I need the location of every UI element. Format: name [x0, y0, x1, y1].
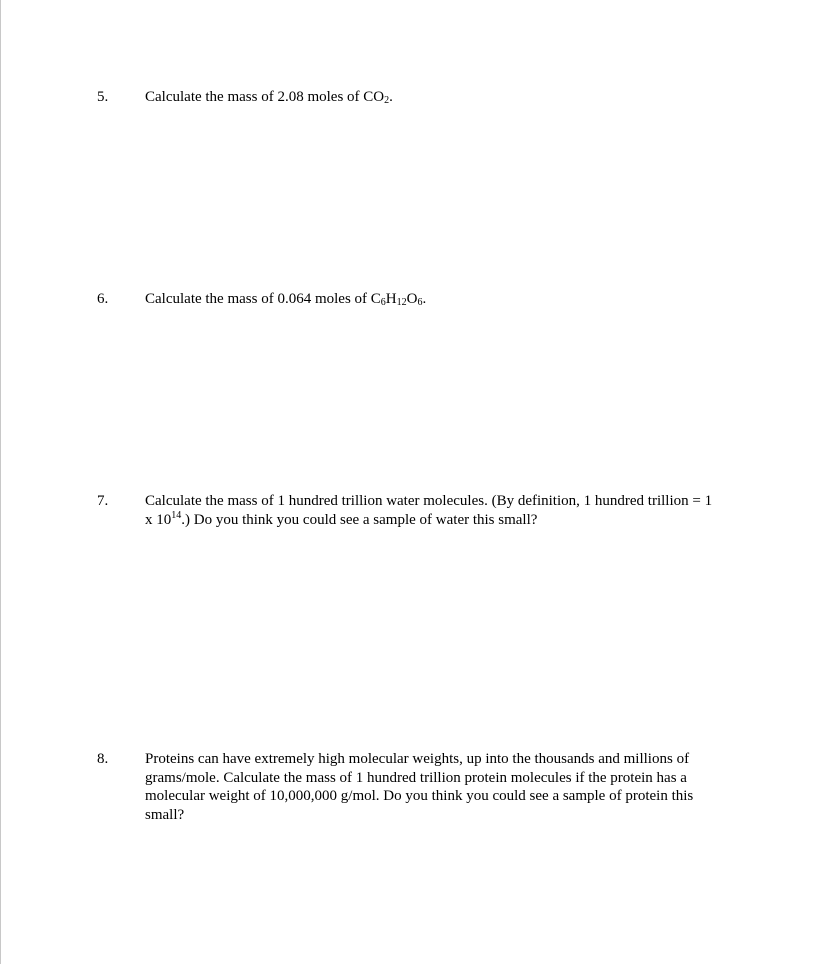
question-number: 7. [97, 493, 109, 509]
question-text: Calculate the mass of 1 hundred trillion water molecules. (By definition, 1 hundred trillion = 1 x $10^{14}$.) Do you think you could see a sample of water this small? [145, 493, 713, 528]
question-number: 5. [97, 89, 109, 105]
page-left-border [0, 0, 1, 964]
question-number: 6. [97, 291, 109, 307]
question-text: Proteins can have extremely high molecular weights, up into the thousands and millions of grams/mole. Calculate the mass of 1 hundred trillion protein molecules if the protein has a molecular weight of 10,000,000 g/mol. Do you think you could see a sample of protein this small? [145, 751, 694, 823]
question-text: Calculate the mass of 2.08 moles of $CO_2$. [145, 89, 393, 106]
question-text: Calculate the mass of 0.064 moles of $C_6H_{12}O_6$. [145, 291, 427, 308]
question-number: 8. [97, 751, 109, 767]
